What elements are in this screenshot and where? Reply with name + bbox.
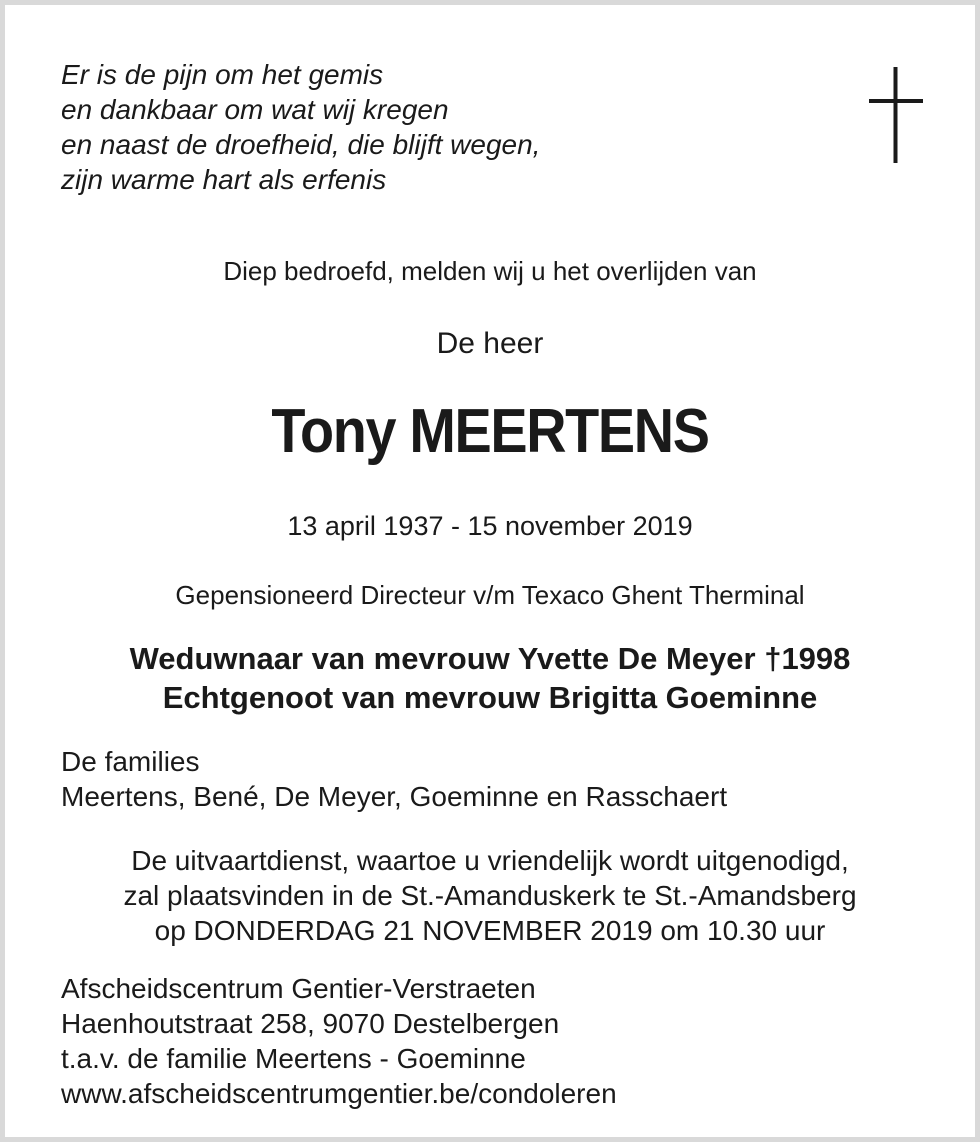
undertaker-name: Afscheidscentrum Gentier-Verstraeten	[61, 973, 536, 1004]
service-line: op DONDERDAG 21 NOVEMBER 2019 om 10.30 uur	[154, 915, 826, 946]
occupation: Gepensioneerd Directeur v/m Texaco Ghent Therminal	[175, 580, 805, 610]
deceased-name: Tony MEERTENS	[271, 397, 709, 466]
condolence-link[interactable]: www.afscheidscentrumgentier.be/condoleren	[61, 1078, 617, 1109]
poem-line: zijn warme hart als erfenis	[61, 164, 387, 195]
funeral-service	[5, 843, 975, 948]
families-label: De families	[61, 746, 200, 777]
service-line: zal plaatsvinden in de St.-Amanduskerk te St.-Amandsberg	[123, 880, 857, 911]
poem-line: Er is de pijn om het gemis	[61, 59, 384, 90]
life-dates: 13 april 1937 - 15 november 2019	[287, 511, 693, 541]
undertaker-attention: t.a.v. de familie Meertens - Goeminne	[61, 1043, 526, 1074]
families-names: Meertens, Bené, De Meyer, Goeminne en Rasschaert	[61, 781, 728, 812]
poem-line: en dankbaar om wat wij kregen	[61, 94, 449, 125]
relations	[5, 639, 975, 717]
honorific-title: De heer	[436, 327, 544, 360]
families	[61, 744, 727, 814]
widower-line: Weduwnaar van mevrouw Yvette De Meyer †1998	[129, 641, 851, 676]
cross-icon	[865, 67, 927, 163]
service-line: De uitvaartdienst, waartoe u vriendelijk wordt uitgenodigd,	[131, 845, 849, 876]
undertaker-info	[61, 971, 617, 1111]
undertaker-address: Haenhoutstraat 258, 9070 Destelbergen	[61, 1008, 560, 1039]
spouse-line: Echtgenoot van mevrouw Brigitta Goeminne	[162, 680, 818, 715]
poem-line: en naast de droefheid, die blijft wegen,	[61, 129, 541, 160]
announcement-intro: Diep bedroefd, melden wij u het overlijden van	[223, 256, 757, 286]
poem	[61, 57, 540, 197]
